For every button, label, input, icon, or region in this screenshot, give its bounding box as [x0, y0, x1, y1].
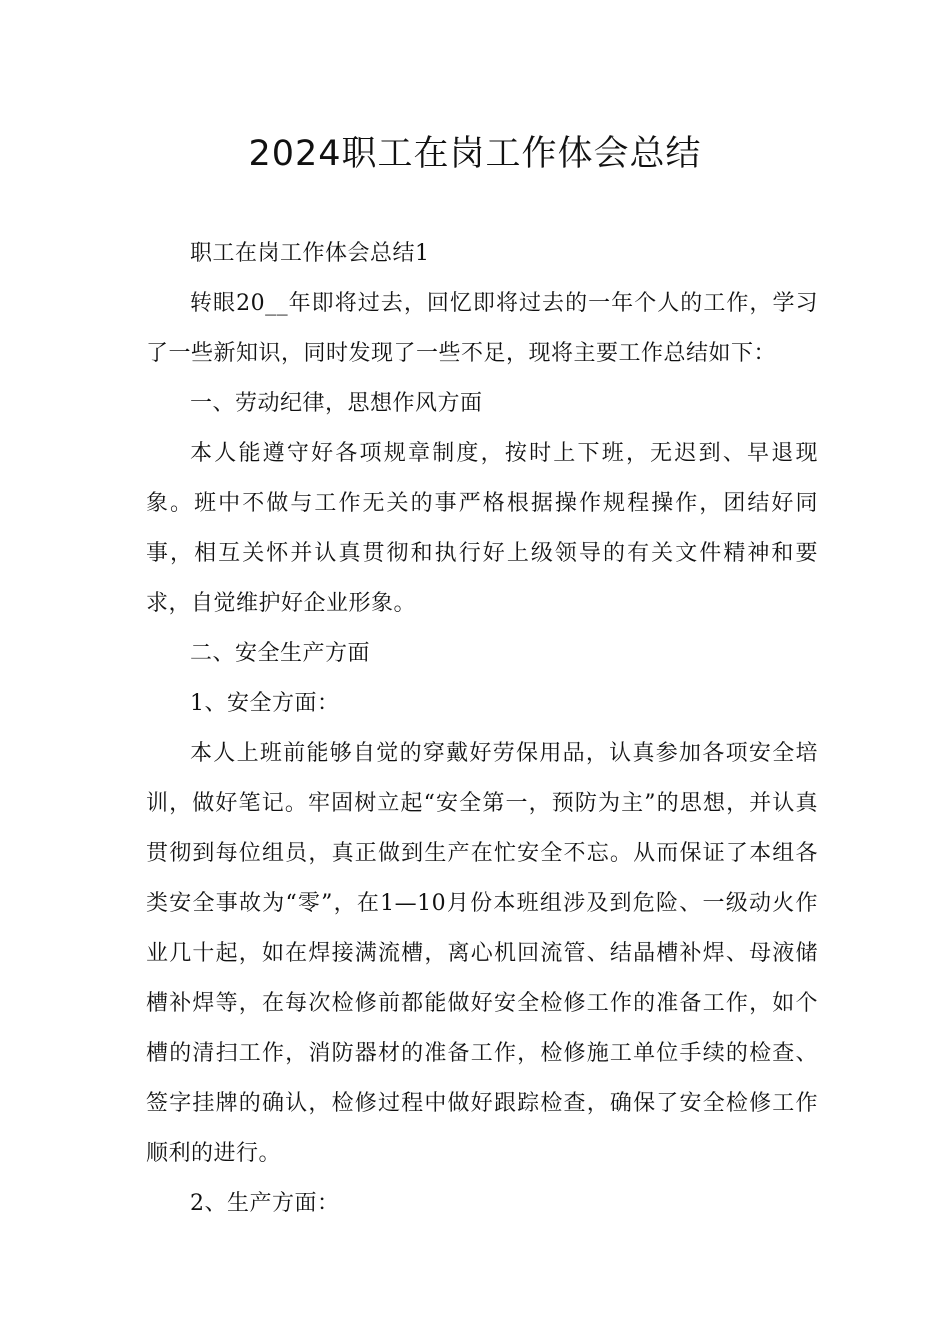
paragraph: 本人上班前能够自觉的穿戴好劳保用品，认真参加各项安全培训，做好笔记。牢固树立起“安全第一，预防为主”的思想，并认真贯彻到每位组员，真正做到生产在忙安全不忘。从而保证了本组各类安全事故为“零”，在1—10月份本班组涉及到危险、一级动火作业几十起，如在焊接满流槽，离心机回流管、结晶槽补焊、母液储槽补焊等，在每次检修前都能做好安全检修工作的准备工作，如个槽的清扫工作，消防器材的准备工作，检修施工单位手续的检查、签字挂牌的确认，检修过程中做好跟踪检查，确保了安全检修工作顺利的进行。 — [146, 741, 818, 1166]
section-heading: 职工在岗工作体会总结1 — [190, 241, 430, 266]
subsection-heading: 1、安全方面： — [190, 691, 340, 716]
document-body — [146, 229, 818, 1229]
paragraph: 转眼20__年即将过去，回忆即将过去的一年个人的工作，学习了一些新知识，同时发现了一些不足，现将主要工作总结如下： — [146, 291, 818, 366]
paragraph: 本人能遵守好各项规章制度，按时上下班，无迟到、早退现象。班中不做与工作无关的事严格根据操作规程操作，团结好同事，相互关怀并认真贯彻和执行好上级领导的有关文件精神和要求，自觉维护好企业形象。 — [146, 441, 818, 616]
document-title: 2024职工在岗工作体会总结 — [248, 134, 702, 174]
subsection-heading: 一、劳动纪律，思想作风方面 — [190, 391, 483, 416]
subsection-heading: 二、安全生产方面 — [190, 641, 371, 666]
subsection-heading: 2、生产方面： — [190, 1191, 340, 1216]
